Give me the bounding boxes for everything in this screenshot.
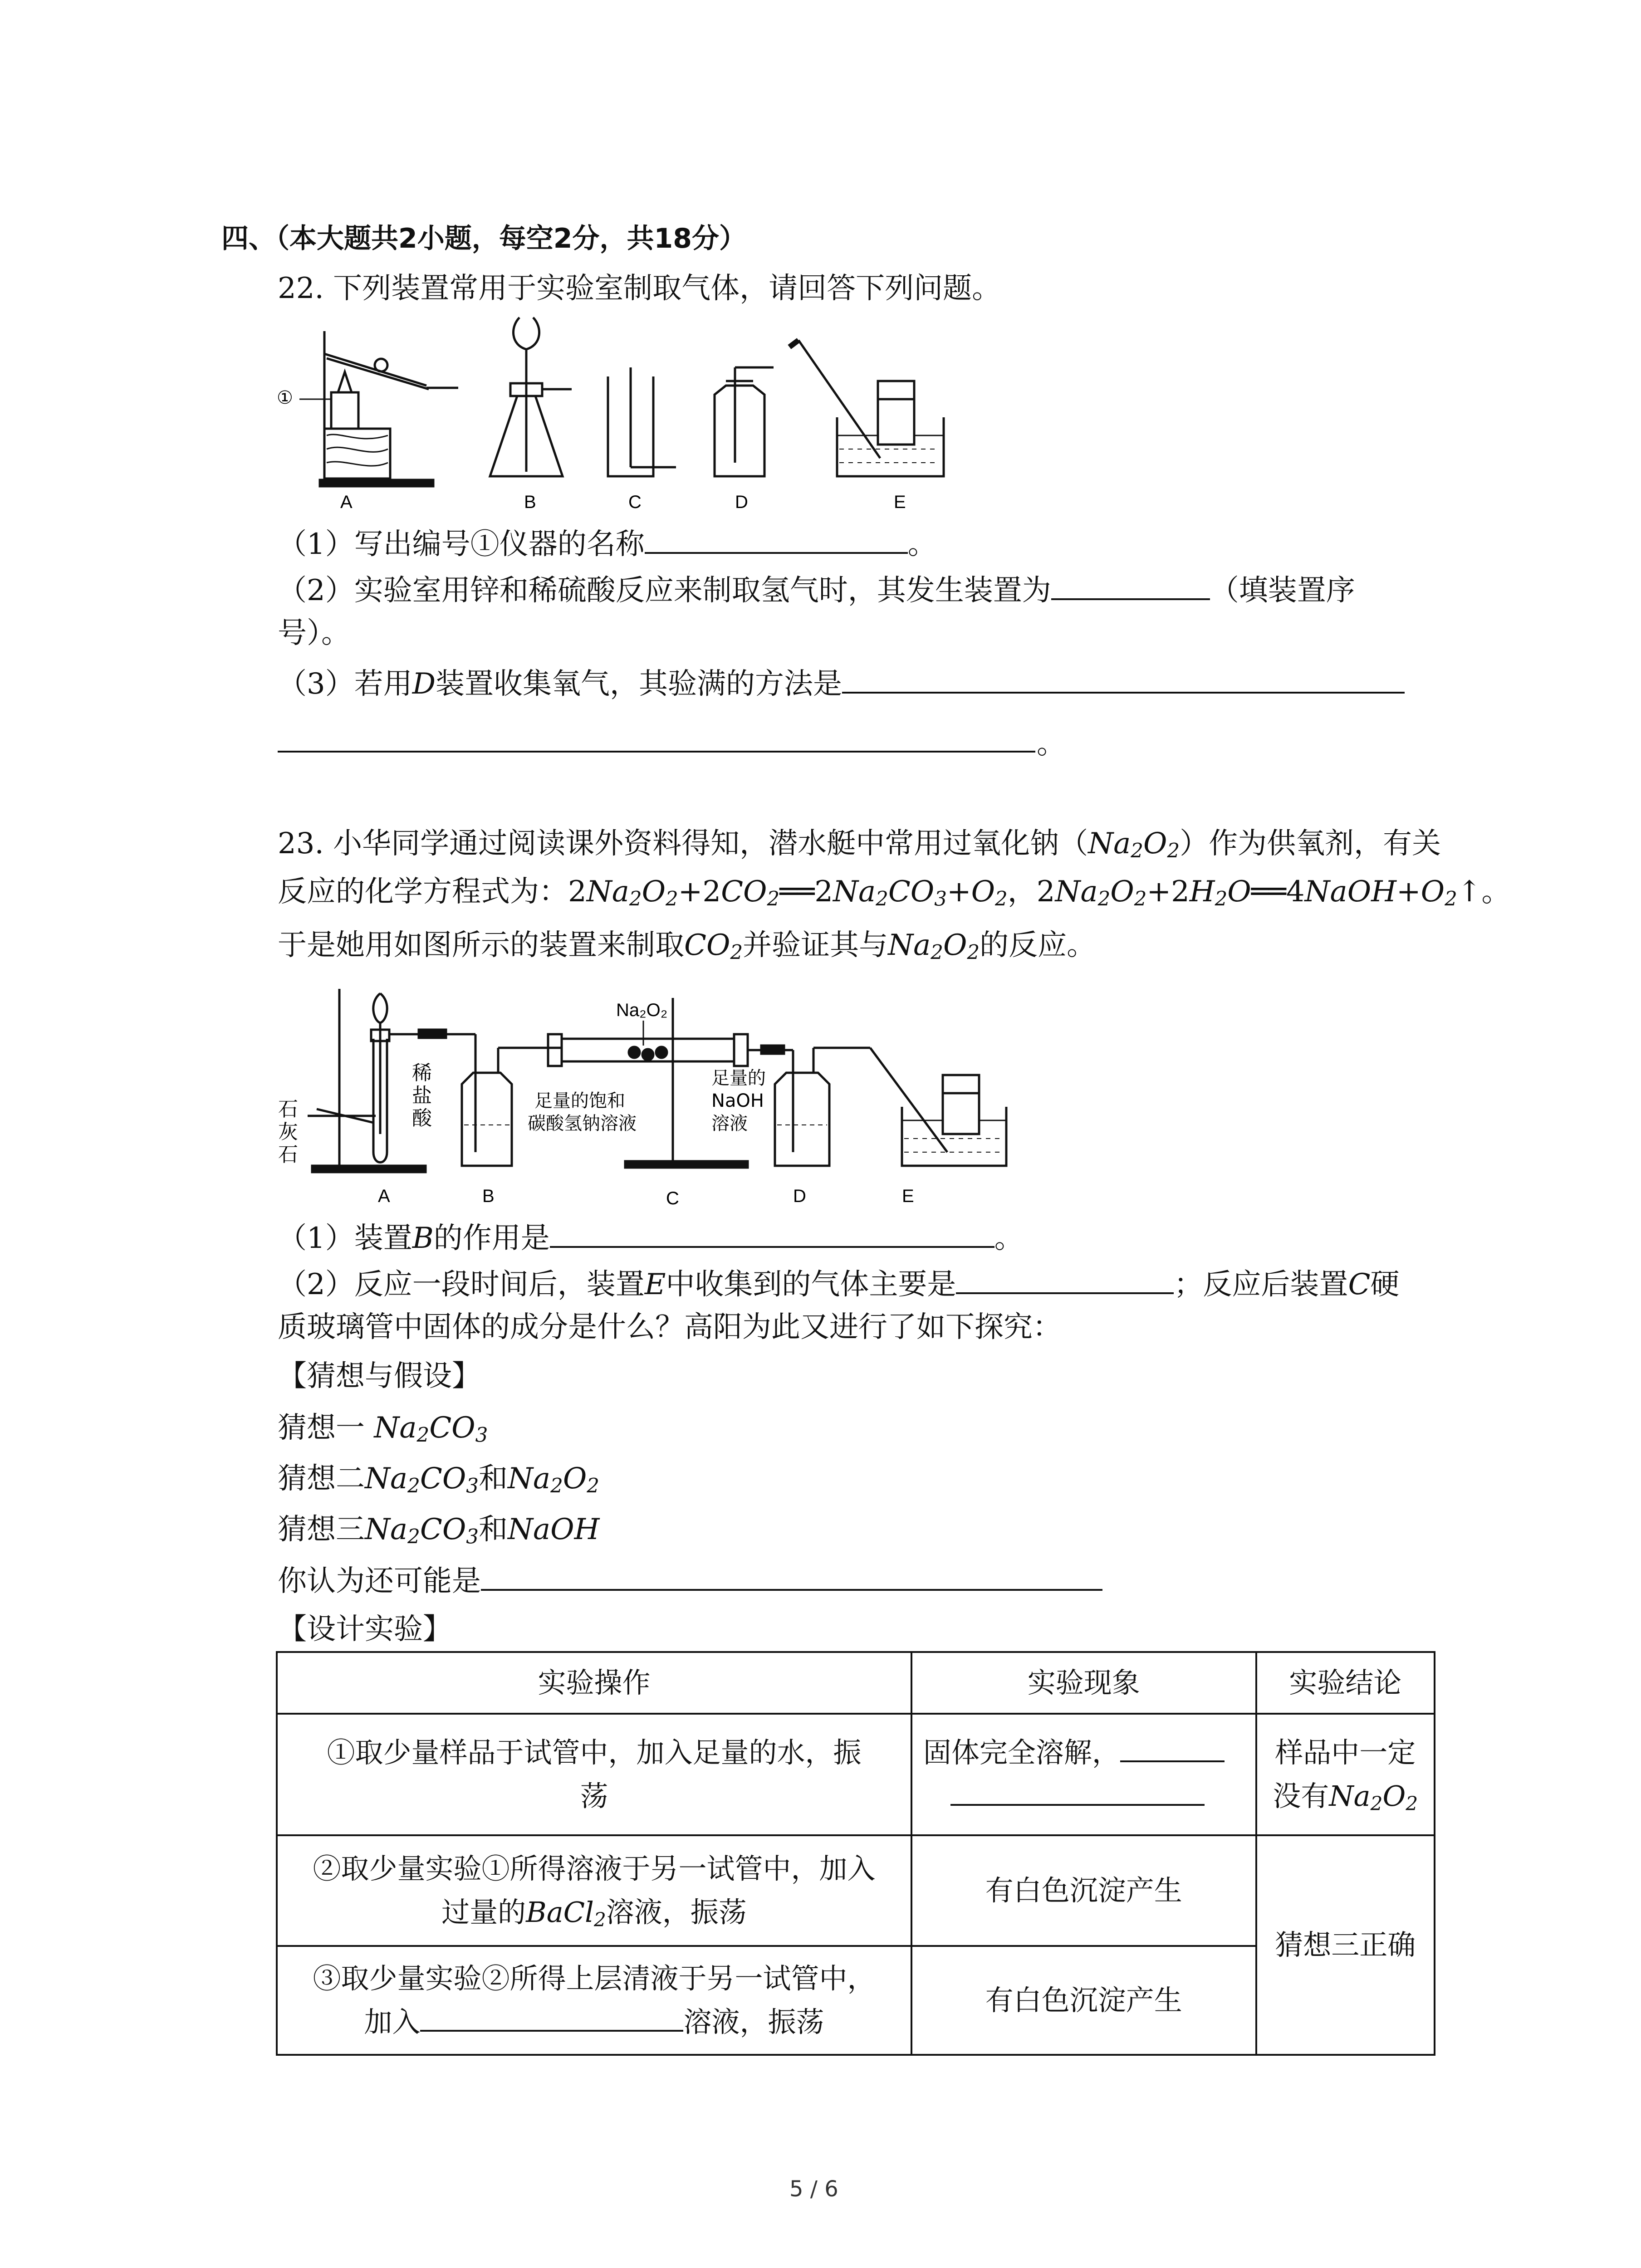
q23-equations: 反应的化学方程式为：$2Na_2O_2+2CO_2══2Na_2CO_3+O_2$，$2Na_2O_2+2H_2O══4NaOH+O_2↑$。 xyxy=(278,875,1511,911)
row1-answer-blank[interactable] xyxy=(1120,1733,1225,1762)
q23-nahco3-1: 足量的饱和 xyxy=(534,1090,625,1111)
design-header: 【设计实验】 xyxy=(278,1613,452,1646)
guess-other: 你认为还可能是 xyxy=(278,1559,1102,1604)
q22-p1-answer-blank[interactable] xyxy=(645,525,908,554)
q22-p3-answer-blank[interactable] xyxy=(842,665,1405,694)
guess-3: 猜想三$Na_2CO_3$和NaOH xyxy=(278,1513,600,1549)
q22-stem: 22. 下列装置常用于实验室制取气体，请回答下列问题。 xyxy=(278,272,1001,305)
q23-na2o2-label: Na₂O₂ xyxy=(616,1000,668,1020)
row23-conclusion: 猜想三正确 xyxy=(1256,1835,1435,2055)
q22-marker: ① xyxy=(277,387,293,408)
q23-label-d: D xyxy=(793,1186,806,1206)
q23-p2-answer-blank[interactable] xyxy=(956,1265,1174,1294)
q23-nahco3-2: 碳酸氢钠溶液 xyxy=(528,1113,637,1134)
q22-part1: （1）写出编号①仪器的名称 。 xyxy=(278,522,937,567)
q22-part2-line2: 号）。 xyxy=(278,616,350,650)
q23-apparatus-figure xyxy=(280,980,1428,1229)
row2-phenomenon: 有白色沉淀产生 xyxy=(911,1835,1256,1946)
row3-operation: ③取少量实验②所得上层清液于另一试管中， 加入 溶液，振荡 xyxy=(277,1946,911,2055)
header-conclusion: 实验结论 xyxy=(1256,1652,1435,1714)
q23-part2-line1: （2）反应一段时间后，装置E中收集到的气体主要是 ；反应后装置C硬 xyxy=(278,1262,1399,1307)
guess-2: 猜想二$Na_2CO_3$和$Na_2O_2$ xyxy=(278,1462,599,1498)
row3-answer-blank[interactable] xyxy=(420,2003,683,2032)
q23-naoh-1: 足量的 xyxy=(711,1068,766,1089)
q22-label-a: A xyxy=(340,492,353,512)
experiment-table xyxy=(276,1651,1435,2056)
q22-p3-period: 。 xyxy=(1037,727,1066,761)
table-row xyxy=(277,1714,1435,1835)
row1-phenomenon: 固体完全溶解， xyxy=(911,1714,1256,1835)
row1-operation: ①取少量样品于试管中，加入足量的水，振 荡 xyxy=(277,1714,911,1835)
q23-label-a: A xyxy=(378,1186,390,1206)
guess-other-answer-blank[interactable] xyxy=(481,1562,1102,1591)
q23-limestone-1: 石 xyxy=(278,1098,298,1121)
q22-p3-answer-blank-2[interactable] xyxy=(278,751,1035,753)
q23-naoh-2: NaOH xyxy=(711,1090,764,1111)
q23-part1: （1）装置B的作用是 。 xyxy=(278,1216,1024,1261)
q23-line3: 于是她用如图所示的装置来制取$CO_2$并验证其与$Na_2O_2$的反应。 xyxy=(278,929,1096,964)
q22-label-b: B xyxy=(524,492,536,512)
section-title: 四、（本大题共2小题，每空2分，共18分） xyxy=(221,223,746,254)
row3-phenomenon: 有白色沉淀产生 xyxy=(911,1946,1256,2055)
q23-label-e: E xyxy=(902,1186,914,1206)
page-number: 5 / 6 xyxy=(789,2176,838,2202)
q23-acid-2: 盐 xyxy=(412,1084,432,1107)
q22-part2-line1: （2）实验室用锌和稀硫酸反应来制取氢气时，其发生装置为 （填装置序 xyxy=(278,568,1355,613)
q23-part2-line2: 质玻璃管中固体的成分是什么？高阳为此又进行了如下探究： xyxy=(278,1310,1062,1344)
header-operation: 实验操作 xyxy=(277,1652,911,1714)
q23-line1: 23. 小华同学通过阅读课外资料得知，潜水艇中常用过氧化钠$(Na_2O_2)$作为供氧剂，有关 xyxy=(278,827,1441,863)
q22-label-e: E xyxy=(894,492,906,512)
q23-label-b: B xyxy=(482,1186,495,1206)
q23-p1-answer-blank[interactable] xyxy=(550,1219,994,1248)
q22-label-d: D xyxy=(735,492,748,512)
q23-limestone-2: 灰 xyxy=(278,1120,298,1144)
row2-operation: ②取少量实验①所得溶液于另一试管中，加入 过量的BaCl$_2$溶液，振荡 xyxy=(277,1835,911,1946)
q23-label-c: C xyxy=(666,1188,679,1208)
table-header-row xyxy=(277,1652,1435,1714)
q22-apparatus-figure xyxy=(277,313,966,513)
hypothesis-header: 【猜想与假设】 xyxy=(278,1359,481,1393)
q23-limestone-3: 石 xyxy=(278,1143,298,1166)
guess-1: 猜想一 $Na_2CO_3$ xyxy=(278,1411,488,1447)
q22-label-c: C xyxy=(628,492,642,512)
q23-naoh-3: 溶液 xyxy=(711,1113,748,1134)
row1-answer-blank-2[interactable] xyxy=(950,1777,1205,1806)
table-row xyxy=(277,1835,1435,1946)
q23-acid-1: 稀 xyxy=(412,1061,432,1085)
q22-part3-line1: （3）若用D装置收集氧气，其验满的方法是 xyxy=(278,661,1405,707)
q23-acid-3: 酸 xyxy=(412,1107,432,1130)
header-phenomenon: 实验现象 xyxy=(911,1652,1256,1714)
row1-conclusion: 样品中一定 没有$Na_2O_2$ xyxy=(1256,1714,1435,1835)
q22-p2-answer-blank[interactable] xyxy=(1051,571,1210,600)
